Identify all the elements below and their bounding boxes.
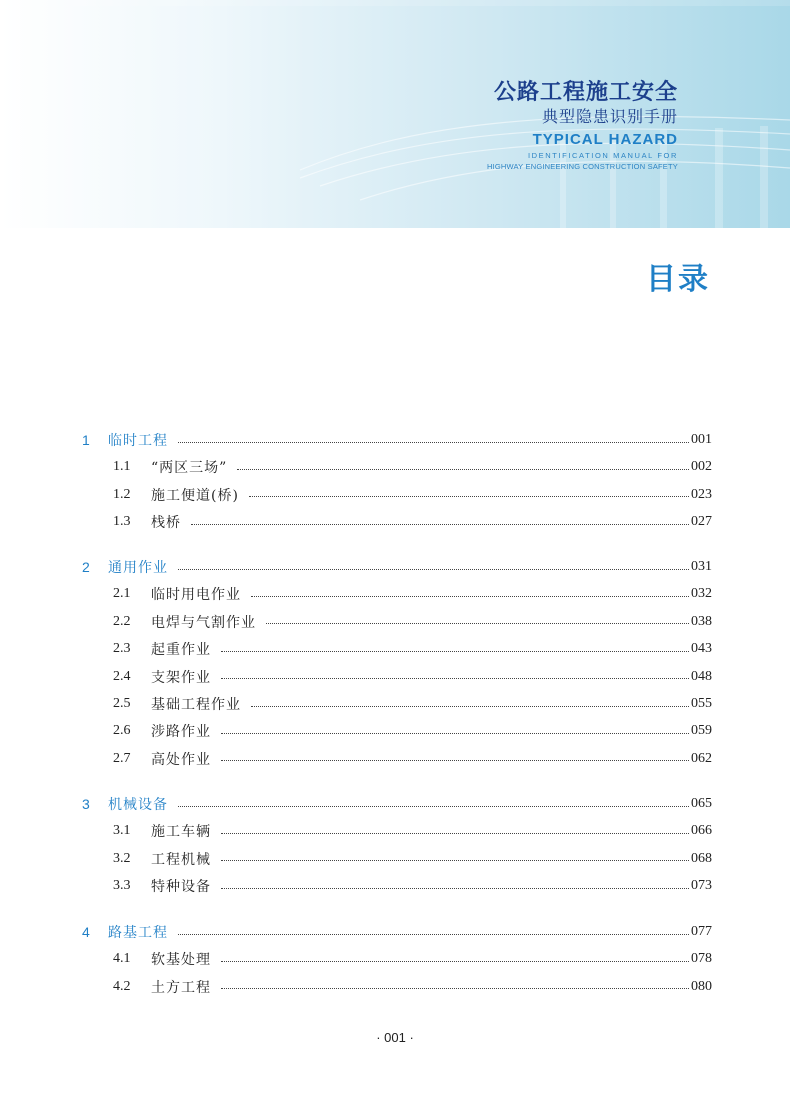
toc-section-leader-dots xyxy=(221,961,689,962)
toc-section-page: 038 xyxy=(691,613,712,629)
toc-section-page: 062 xyxy=(691,750,712,766)
toc-section-page: 023 xyxy=(691,486,712,502)
header-banner xyxy=(0,0,790,228)
toc-chapter-number: 1 xyxy=(82,432,90,448)
toc-section-title: “两区三场” xyxy=(151,460,228,477)
toc-section-title: 土方工程 xyxy=(151,979,211,996)
toc-section-page: 059 xyxy=(691,723,712,739)
toc-section-title: 施工车辆 xyxy=(151,824,211,841)
toc-chapter-title: 路基工程 xyxy=(108,925,168,941)
toc-section-leader-dots xyxy=(221,733,689,734)
toc-chapter-title: 机械设备 xyxy=(108,797,168,813)
toc-section-page: 068 xyxy=(691,850,712,866)
toc-section-leader-dots xyxy=(221,888,689,889)
book-subtitle: 典型隐患识别手册 xyxy=(541,107,678,126)
toc-section-number: 2.7 xyxy=(113,750,131,766)
toc-section-number: 2.1 xyxy=(113,586,131,602)
toc-section xyxy=(113,848,712,870)
toc-chapter-number: 4 xyxy=(82,924,90,940)
page-number: · 001 · xyxy=(376,1030,414,1045)
toc-section xyxy=(113,748,712,770)
toc-chapter xyxy=(82,793,712,815)
toc-section xyxy=(113,948,712,970)
toc-chapter-title: 临时工程 xyxy=(108,433,168,449)
toc-section-leader-dots xyxy=(221,860,689,861)
toc-section-leader-dots xyxy=(221,833,689,834)
toc-section-number: 2.3 xyxy=(113,641,131,657)
toc-section-title: 施工便道(桥) xyxy=(151,487,239,504)
toc-section-number: 3.1 xyxy=(113,823,131,839)
toc-section-title: 特种设备 xyxy=(151,879,211,896)
toc-section xyxy=(113,693,712,715)
english-subtitle-line1: IDENTIFICATION MANUAL FOR xyxy=(527,151,678,160)
toc-section xyxy=(113,611,712,633)
toc-section-leader-dots xyxy=(221,760,689,761)
toc-section-page: 080 xyxy=(691,978,712,994)
toc-section xyxy=(113,511,712,533)
toc-section-title: 高处作业 xyxy=(151,751,211,768)
toc-section-number: 1.2 xyxy=(113,486,131,502)
toc-section-number: 2.5 xyxy=(113,696,131,711)
toc-section-page: 032 xyxy=(691,586,712,602)
toc-chapter-page: 001 xyxy=(691,432,712,447)
english-subtitle-line2: HIGHWAY ENGINEERING CONSTRUCTION SAFETY xyxy=(486,162,678,171)
toc-section-title: 涉路作业 xyxy=(151,724,211,741)
toc-section-page: 066 xyxy=(691,823,712,839)
toc-section xyxy=(113,638,712,660)
toc-section xyxy=(113,976,712,998)
toc-chapter-number: 2 xyxy=(82,559,90,575)
toc-chapter-title: 通用作业 xyxy=(108,560,168,576)
toc-section xyxy=(113,720,712,742)
toc-section-number: 2.2 xyxy=(113,613,131,629)
toc-chapter-number: 3 xyxy=(82,796,90,812)
toc-section-leader-dots xyxy=(251,706,689,707)
toc-section-title: 起重作业 xyxy=(151,642,211,659)
toc-section-leader-dots xyxy=(266,623,689,624)
toc-section-title: 基础工程作业 xyxy=(151,697,241,713)
toc-chapter-leader-dots xyxy=(178,934,689,935)
toc-chapter-page: 065 xyxy=(691,796,712,811)
toc-chapter-leader-dots xyxy=(178,442,689,443)
toc-section-leader-dots xyxy=(237,469,689,470)
toc-section-leader-dots xyxy=(191,524,689,525)
toc-chapter xyxy=(82,556,712,578)
toc-chapter-page: 031 xyxy=(691,559,712,574)
toc-section xyxy=(113,875,712,897)
toc-section xyxy=(113,666,712,688)
toc-section-title: 栈桥 xyxy=(151,515,181,532)
toc-chapter-page: 077 xyxy=(691,924,712,939)
toc-section xyxy=(113,820,712,842)
toc-heading: 目录 xyxy=(646,262,710,297)
toc-section-number: 3.3 xyxy=(113,878,131,894)
toc-section-number: 2.6 xyxy=(113,723,131,739)
toc-chapter-leader-dots xyxy=(178,569,689,570)
toc-section-title: 支架作业 xyxy=(151,669,211,686)
toc-section-leader-dots xyxy=(221,988,689,989)
toc-section-page: 078 xyxy=(691,951,712,967)
english-title: TYPICAL HAZARD xyxy=(532,131,678,148)
toc-section-title: 电焊与气割作业 xyxy=(151,614,256,631)
toc-chapter xyxy=(82,921,712,943)
toc-section-number: 1.3 xyxy=(113,514,131,530)
toc-section-title: 临时用电作业 xyxy=(151,587,241,604)
toc-section-leader-dots xyxy=(221,651,689,652)
toc-section-number: 2.4 xyxy=(113,668,131,684)
toc-section-page: 055 xyxy=(691,696,712,711)
toc-section-leader-dots xyxy=(221,678,689,679)
toc-section-page: 027 xyxy=(691,514,712,530)
toc-section-number: 3.2 xyxy=(113,850,131,866)
toc-section xyxy=(113,456,712,478)
toc-section-leader-dots xyxy=(249,496,689,497)
toc-section xyxy=(113,583,712,605)
toc-section-page: 048 xyxy=(691,668,712,684)
toc-section-page: 043 xyxy=(691,641,712,657)
toc-section-number: 4.1 xyxy=(113,951,131,967)
toc-section-page: 002 xyxy=(691,459,712,475)
toc-section-page: 073 xyxy=(691,878,712,894)
toc-section-title: 软基处理 xyxy=(151,952,211,969)
toc-chapter xyxy=(82,429,712,451)
toc-section-number: 1.1 xyxy=(113,459,131,475)
toc-chapter-leader-dots xyxy=(178,806,689,807)
toc-section-leader-dots xyxy=(251,596,689,597)
book-title: 公路工程施工安全 xyxy=(493,80,678,105)
toc-section xyxy=(113,484,712,506)
toc-section-title: 工程机械 xyxy=(151,851,211,868)
toc-section-number: 4.2 xyxy=(113,978,131,994)
